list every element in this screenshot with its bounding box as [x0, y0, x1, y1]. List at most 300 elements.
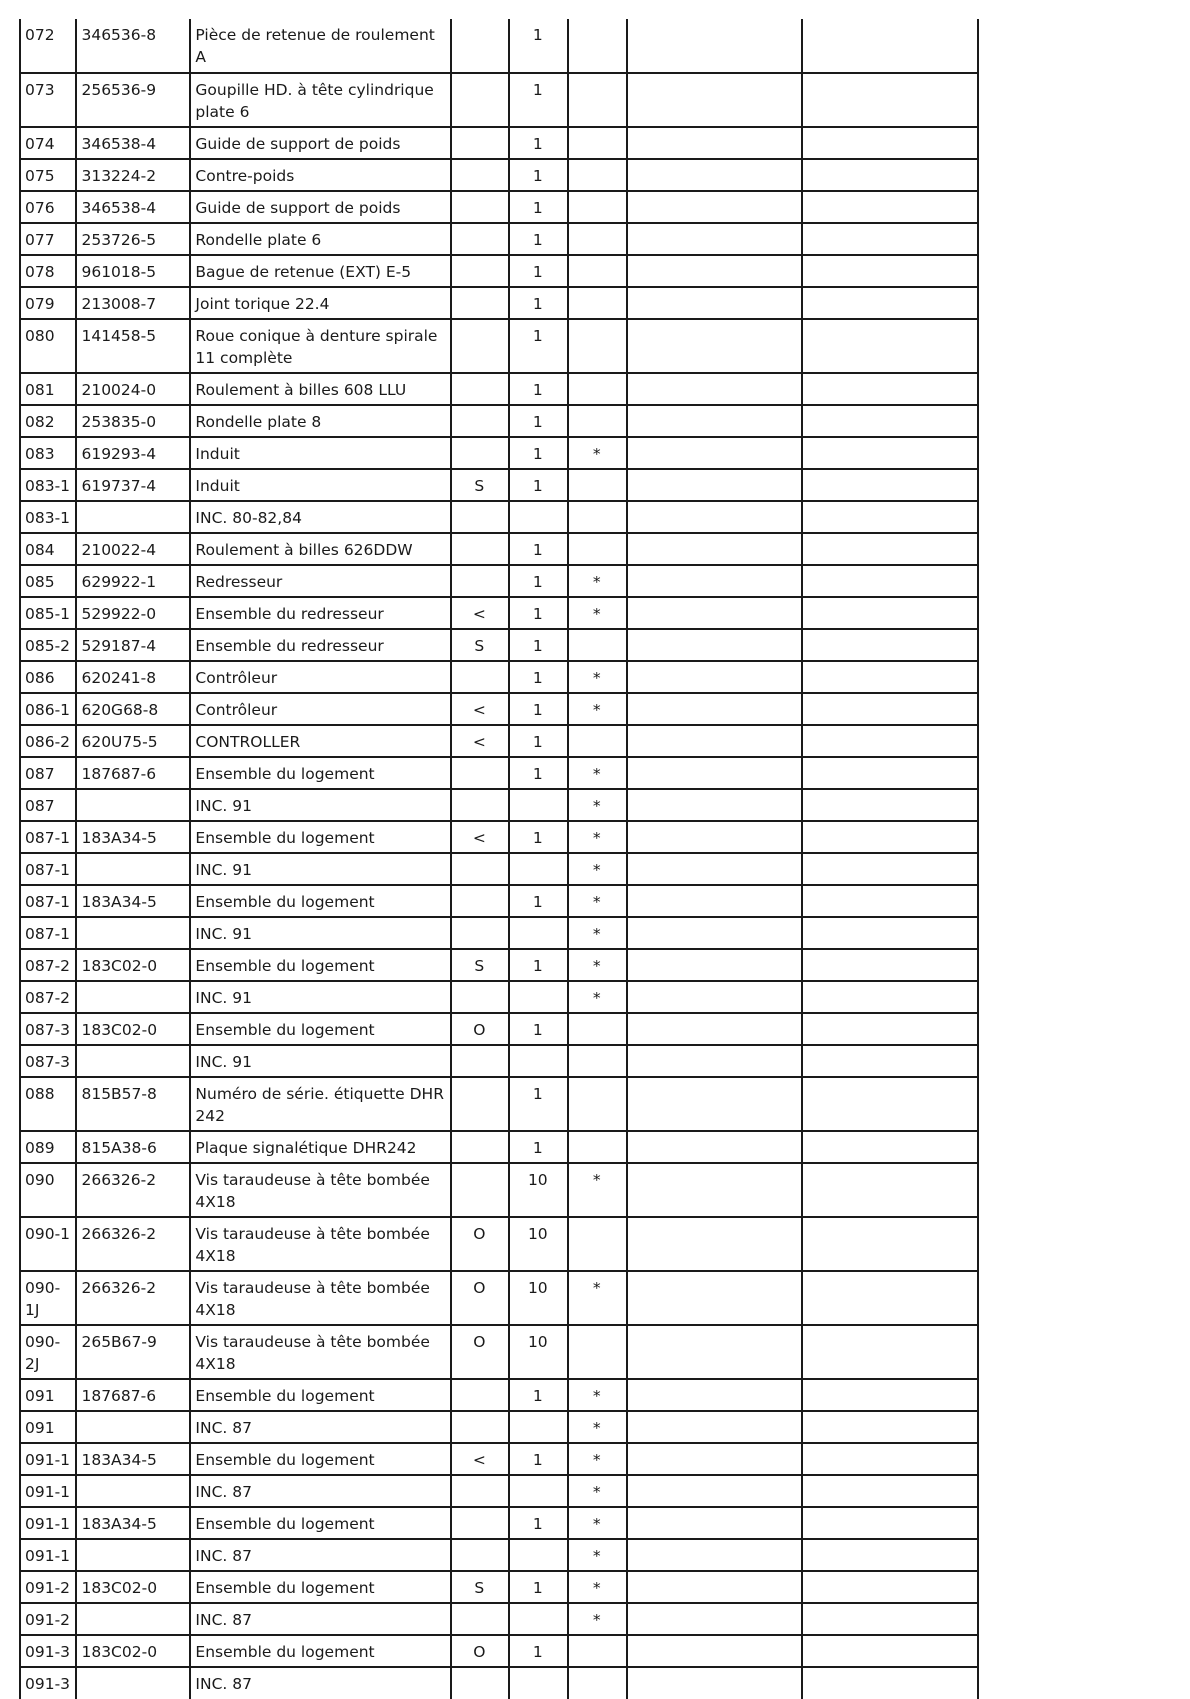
empty-cell-1: [627, 373, 802, 405]
quantity-cell: 1: [509, 1571, 567, 1603]
empty-cell-2: [802, 1475, 978, 1507]
ref-number-cell: 090: [20, 1163, 76, 1217]
part-number-cell: 346538-4: [76, 191, 190, 223]
change-mark-cell: [451, 1163, 509, 1217]
part-number-cell: 815A38-6: [76, 1131, 190, 1163]
table-row: [20, 255, 978, 287]
table-row: [20, 1443, 978, 1475]
part-number-cell: 529922-0: [76, 597, 190, 629]
note-mark-cell: *: [568, 789, 627, 821]
ref-number-cell: 085-2: [20, 629, 76, 661]
note-mark-cell: [568, 1045, 627, 1077]
table-row: [20, 1667, 978, 1699]
description-cell: Vis taraudeuse à tête bombée 4X18: [190, 1217, 450, 1271]
quantity-cell: 1: [509, 1507, 567, 1539]
ref-number-cell: 091-2: [20, 1603, 76, 1635]
ref-number-cell: 072: [20, 19, 76, 73]
quantity-cell: 1: [509, 1635, 567, 1667]
description-cell: Ensemble du logement: [190, 949, 450, 981]
parts-list-page: [19, 19, 979, 1693]
note-mark-cell: *: [568, 661, 627, 693]
empty-cell-2: [802, 629, 978, 661]
change-mark-cell: O: [451, 1217, 509, 1271]
change-mark-cell: <: [451, 693, 509, 725]
note-mark-cell: [568, 725, 627, 757]
ref-number-cell: 083-1: [20, 469, 76, 501]
table-row: [20, 853, 978, 885]
part-number-cell: 187687-6: [76, 1379, 190, 1411]
table-row: [20, 191, 978, 223]
part-number-cell: 183A34-5: [76, 821, 190, 853]
note-mark-cell: *: [568, 1539, 627, 1571]
note-mark-cell: *: [568, 1443, 627, 1475]
quantity-cell: 1: [509, 1077, 567, 1131]
description-cell: Rondelle plate 8: [190, 405, 450, 437]
ref-number-cell: 091-1: [20, 1507, 76, 1539]
change-mark-cell: [451, 1475, 509, 1507]
note-mark-cell: [568, 191, 627, 223]
empty-cell-2: [802, 661, 978, 693]
description-cell: Guide de support de poids: [190, 191, 450, 223]
note-mark-cell: [568, 405, 627, 437]
part-number-cell: [76, 853, 190, 885]
part-number-cell: [76, 501, 190, 533]
change-mark-cell: [451, 853, 509, 885]
empty-cell-1: [627, 19, 802, 73]
note-mark-cell: *: [568, 597, 627, 629]
note-mark-cell: [568, 1217, 627, 1271]
description-cell: Induit: [190, 469, 450, 501]
note-mark-cell: *: [568, 949, 627, 981]
note-mark-cell: [568, 1013, 627, 1045]
note-mark-cell: [568, 159, 627, 191]
part-number-cell: 620241-8: [76, 661, 190, 693]
change-mark-cell: S: [451, 629, 509, 661]
part-number-cell: 620G68-8: [76, 693, 190, 725]
ref-number-cell: 090-1: [20, 1217, 76, 1271]
empty-cell-1: [627, 1217, 802, 1271]
empty-cell-2: [802, 19, 978, 73]
empty-cell-2: [802, 693, 978, 725]
ref-number-cell: 087: [20, 789, 76, 821]
change-mark-cell: [451, 1667, 509, 1699]
table-row: [20, 1475, 978, 1507]
note-mark-cell: *: [568, 885, 627, 917]
part-number-cell: 183A34-5: [76, 1507, 190, 1539]
empty-cell-1: [627, 661, 802, 693]
empty-cell-1: [627, 405, 802, 437]
empty-cell-1: [627, 1443, 802, 1475]
table-row: [20, 1571, 978, 1603]
empty-cell-2: [802, 223, 978, 255]
description-cell: Contrôleur: [190, 661, 450, 693]
quantity-cell: [509, 853, 567, 885]
note-mark-cell: [568, 533, 627, 565]
change-mark-cell: [451, 191, 509, 223]
part-number-cell: 210024-0: [76, 373, 190, 405]
quantity-cell: [509, 501, 567, 533]
empty-cell-2: [802, 949, 978, 981]
ref-number-cell: 091-3: [20, 1667, 76, 1699]
quantity-cell: [509, 1539, 567, 1571]
empty-cell-2: [802, 725, 978, 757]
empty-cell-1: [627, 917, 802, 949]
part-number-cell: 265B67-9: [76, 1325, 190, 1379]
empty-cell-2: [802, 1635, 978, 1667]
part-number-cell: 183A34-5: [76, 1443, 190, 1475]
empty-cell-2: [802, 597, 978, 629]
quantity-cell: 1: [509, 1131, 567, 1163]
change-mark-cell: [451, 1379, 509, 1411]
quantity-cell: [509, 789, 567, 821]
table-row: [20, 597, 978, 629]
ref-number-cell: 073: [20, 73, 76, 127]
description-cell: Vis taraudeuse à tête bombée 4X18: [190, 1271, 450, 1325]
empty-cell-1: [627, 1411, 802, 1443]
empty-cell-1: [627, 1163, 802, 1217]
change-mark-cell: S: [451, 1571, 509, 1603]
empty-cell-1: [627, 159, 802, 191]
description-cell: Roulement à billes 608 LLU: [190, 373, 450, 405]
ref-number-cell: 074: [20, 127, 76, 159]
note-mark-cell: [568, 1635, 627, 1667]
note-mark-cell: *: [568, 1475, 627, 1507]
empty-cell-2: [802, 501, 978, 533]
note-mark-cell: [568, 319, 627, 373]
description-cell: Plaque signalétique DHR242: [190, 1131, 450, 1163]
quantity-cell: 1: [509, 73, 567, 127]
empty-cell-2: [802, 757, 978, 789]
ref-number-cell: 090-1J: [20, 1271, 76, 1325]
empty-cell-2: [802, 1667, 978, 1699]
table-row: [20, 1507, 978, 1539]
table-row: [20, 757, 978, 789]
table-row: [20, 223, 978, 255]
note-mark-cell: *: [568, 1379, 627, 1411]
empty-cell-2: [802, 853, 978, 885]
description-cell: INC. 80-82,84: [190, 501, 450, 533]
table-row: [20, 373, 978, 405]
empty-cell-1: [627, 1571, 802, 1603]
part-number-cell: 629922-1: [76, 565, 190, 597]
change-mark-cell: [451, 373, 509, 405]
description-cell: Joint torique 22.4: [190, 287, 450, 319]
description-cell: Contre-poids: [190, 159, 450, 191]
part-number-cell: 620U75-5: [76, 725, 190, 757]
empty-cell-1: [627, 469, 802, 501]
empty-cell-2: [802, 287, 978, 319]
part-number-cell: [76, 1667, 190, 1699]
table-row: [20, 693, 978, 725]
description-cell: Ensemble du logement: [190, 1571, 450, 1603]
ref-number-cell: 087: [20, 757, 76, 789]
part-number-cell: 187687-6: [76, 757, 190, 789]
ref-number-cell: 091: [20, 1379, 76, 1411]
ref-number-cell: 077: [20, 223, 76, 255]
description-cell: Pièce de retenue de roulement A: [190, 19, 450, 73]
parts-table-body: [20, 19, 978, 1699]
part-number-cell: 619293-4: [76, 437, 190, 469]
note-mark-cell: [568, 73, 627, 127]
quantity-cell: [509, 981, 567, 1013]
note-mark-cell: *: [568, 1271, 627, 1325]
part-number-cell: [76, 1603, 190, 1635]
quantity-cell: 1: [509, 1013, 567, 1045]
table-row: [20, 1603, 978, 1635]
part-number-cell: [76, 981, 190, 1013]
table-row: [20, 949, 978, 981]
description-cell: Roue conique à denture spirale 11 complète: [190, 319, 450, 373]
empty-cell-2: [802, 191, 978, 223]
empty-cell-2: [802, 1131, 978, 1163]
change-mark-cell: [451, 287, 509, 319]
note-mark-cell: *: [568, 821, 627, 853]
note-mark-cell: *: [568, 917, 627, 949]
empty-cell-2: [802, 1507, 978, 1539]
table-row: [20, 725, 978, 757]
quantity-cell: 1: [509, 19, 567, 73]
change-mark-cell: [451, 565, 509, 597]
empty-cell-1: [627, 597, 802, 629]
empty-cell-2: [802, 469, 978, 501]
note-mark-cell: [568, 501, 627, 533]
description-cell: INC. 91: [190, 1045, 450, 1077]
part-number-cell: 529187-4: [76, 629, 190, 661]
quantity-cell: [509, 917, 567, 949]
empty-cell-1: [627, 287, 802, 319]
note-mark-cell: *: [568, 757, 627, 789]
note-mark-cell: *: [568, 1163, 627, 1217]
note-mark-cell: *: [568, 1603, 627, 1635]
description-cell: INC. 87: [190, 1667, 450, 1699]
change-mark-cell: [451, 789, 509, 821]
description-cell: Ensemble du logement: [190, 1443, 450, 1475]
part-number-cell: 346536-8: [76, 19, 190, 73]
empty-cell-2: [802, 159, 978, 191]
change-mark-cell: <: [451, 725, 509, 757]
empty-cell-2: [802, 1325, 978, 1379]
empty-cell-1: [627, 885, 802, 917]
quantity-cell: 10: [509, 1325, 567, 1379]
description-cell: Ensemble du logement: [190, 757, 450, 789]
empty-cell-1: [627, 629, 802, 661]
part-number-cell: [76, 917, 190, 949]
note-mark-cell: [568, 1667, 627, 1699]
empty-cell-2: [802, 255, 978, 287]
note-mark-cell: [568, 19, 627, 73]
empty-cell-2: [802, 533, 978, 565]
change-mark-cell: [451, 757, 509, 789]
part-number-cell: 141458-5: [76, 319, 190, 373]
ref-number-cell: 087-3: [20, 1045, 76, 1077]
part-number-cell: 210022-4: [76, 533, 190, 565]
quantity-cell: 1: [509, 223, 567, 255]
quantity-cell: 1: [509, 319, 567, 373]
change-mark-cell: [451, 405, 509, 437]
empty-cell-2: [802, 1271, 978, 1325]
ref-number-cell: 086-1: [20, 693, 76, 725]
quantity-cell: 1: [509, 1443, 567, 1475]
quantity-cell: [509, 1045, 567, 1077]
note-mark-cell: [568, 255, 627, 287]
empty-cell-1: [627, 1475, 802, 1507]
change-mark-cell: O: [451, 1325, 509, 1379]
empty-cell-2: [802, 1163, 978, 1217]
description-cell: Ensemble du logement: [190, 1507, 450, 1539]
empty-cell-1: [627, 565, 802, 597]
table-row: [20, 159, 978, 191]
description-cell: Ensemble du logement: [190, 821, 450, 853]
table-row: [20, 1045, 978, 1077]
table-row: [20, 917, 978, 949]
description-cell: Goupille HD. à tête cylindrique plate 6: [190, 73, 450, 127]
change-mark-cell: [451, 1077, 509, 1131]
quantity-cell: 1: [509, 597, 567, 629]
change-mark-cell: [451, 1539, 509, 1571]
table-row: [20, 1271, 978, 1325]
table-row: [20, 319, 978, 373]
note-mark-cell: *: [568, 1571, 627, 1603]
change-mark-cell: [451, 981, 509, 1013]
note-mark-cell: *: [568, 1411, 627, 1443]
description-cell: Redresseur: [190, 565, 450, 597]
empty-cell-1: [627, 223, 802, 255]
note-mark-cell: [568, 127, 627, 159]
empty-cell-2: [802, 1443, 978, 1475]
part-number-cell: 313224-2: [76, 159, 190, 191]
empty-cell-2: [802, 1571, 978, 1603]
quantity-cell: 1: [509, 533, 567, 565]
change-mark-cell: [451, 73, 509, 127]
empty-cell-2: [802, 1013, 978, 1045]
change-mark-cell: [451, 1603, 509, 1635]
empty-cell-1: [627, 501, 802, 533]
ref-number-cell: 087-1: [20, 917, 76, 949]
empty-cell-1: [627, 1325, 802, 1379]
empty-cell-2: [802, 1603, 978, 1635]
empty-cell-2: [802, 437, 978, 469]
change-mark-cell: [451, 127, 509, 159]
part-number-cell: 183C02-0: [76, 1571, 190, 1603]
note-mark-cell: [568, 1131, 627, 1163]
part-number-cell: 183A34-5: [76, 885, 190, 917]
part-number-cell: 183C02-0: [76, 1013, 190, 1045]
ref-number-cell: 091-1: [20, 1475, 76, 1507]
empty-cell-2: [802, 1217, 978, 1271]
description-cell: Contrôleur: [190, 693, 450, 725]
empty-cell-2: [802, 319, 978, 373]
empty-cell-1: [627, 73, 802, 127]
description-cell: Rondelle plate 6: [190, 223, 450, 255]
part-number-cell: 183C02-0: [76, 949, 190, 981]
empty-cell-2: [802, 73, 978, 127]
change-mark-cell: O: [451, 1013, 509, 1045]
part-number-cell: 815B57-8: [76, 1077, 190, 1131]
change-mark-cell: S: [451, 469, 509, 501]
quantity-cell: [509, 1411, 567, 1443]
change-mark-cell: [451, 533, 509, 565]
note-mark-cell: *: [568, 853, 627, 885]
ref-number-cell: 091-1: [20, 1539, 76, 1571]
ref-number-cell: 086-2: [20, 725, 76, 757]
note-mark-cell: [568, 287, 627, 319]
part-number-cell: 346538-4: [76, 127, 190, 159]
parts-table: [19, 19, 979, 1699]
quantity-cell: 1: [509, 885, 567, 917]
change-mark-cell: [451, 917, 509, 949]
quantity-cell: 1: [509, 949, 567, 981]
empty-cell-1: [627, 1507, 802, 1539]
empty-cell-1: [627, 693, 802, 725]
change-mark-cell: [451, 1507, 509, 1539]
description-cell: INC. 87: [190, 1411, 450, 1443]
quantity-cell: 1: [509, 469, 567, 501]
table-row: [20, 437, 978, 469]
ref-number-cell: 080: [20, 319, 76, 373]
empty-cell-1: [627, 1131, 802, 1163]
description-cell: Ensemble du logement: [190, 1013, 450, 1045]
description-cell: INC. 91: [190, 853, 450, 885]
change-mark-cell: [451, 501, 509, 533]
empty-cell-1: [627, 853, 802, 885]
empty-cell-1: [627, 1045, 802, 1077]
description-cell: Ensemble du logement: [190, 1635, 450, 1667]
part-number-cell: 213008-7: [76, 287, 190, 319]
note-mark-cell: *: [568, 437, 627, 469]
table-row: [20, 1539, 978, 1571]
quantity-cell: 1: [509, 1379, 567, 1411]
change-mark-cell: [451, 1045, 509, 1077]
ref-number-cell: 086: [20, 661, 76, 693]
table-row: [20, 1077, 978, 1131]
note-mark-cell: *: [568, 1507, 627, 1539]
description-cell: Vis taraudeuse à tête bombée 4X18: [190, 1163, 450, 1217]
empty-cell-2: [802, 885, 978, 917]
quantity-cell: 10: [509, 1217, 567, 1271]
note-mark-cell: [568, 1325, 627, 1379]
empty-cell-1: [627, 1271, 802, 1325]
quantity-cell: 10: [509, 1163, 567, 1217]
ref-number-cell: 085: [20, 565, 76, 597]
empty-cell-1: [627, 1539, 802, 1571]
change-mark-cell: S: [451, 949, 509, 981]
table-row: [20, 1163, 978, 1217]
empty-cell-1: [627, 127, 802, 159]
ref-number-cell: 087-2: [20, 981, 76, 1013]
empty-cell-1: [627, 821, 802, 853]
table-row: [20, 1131, 978, 1163]
ref-number-cell: 090-2J: [20, 1325, 76, 1379]
part-number-cell: 619737-4: [76, 469, 190, 501]
empty-cell-2: [802, 565, 978, 597]
part-number-cell: 253835-0: [76, 405, 190, 437]
ref-number-cell: 091-2: [20, 1571, 76, 1603]
change-mark-cell: [451, 159, 509, 191]
part-number-cell: 961018-5: [76, 255, 190, 287]
change-mark-cell: [451, 437, 509, 469]
ref-number-cell: 087-2: [20, 949, 76, 981]
change-mark-cell: O: [451, 1271, 509, 1325]
table-row: [20, 789, 978, 821]
table-row: [20, 533, 978, 565]
ref-number-cell: 088: [20, 1077, 76, 1131]
part-number-cell: 256536-9: [76, 73, 190, 127]
empty-cell-1: [627, 757, 802, 789]
part-number-cell: [76, 789, 190, 821]
empty-cell-1: [627, 789, 802, 821]
quantity-cell: 1: [509, 373, 567, 405]
empty-cell-2: [802, 1045, 978, 1077]
